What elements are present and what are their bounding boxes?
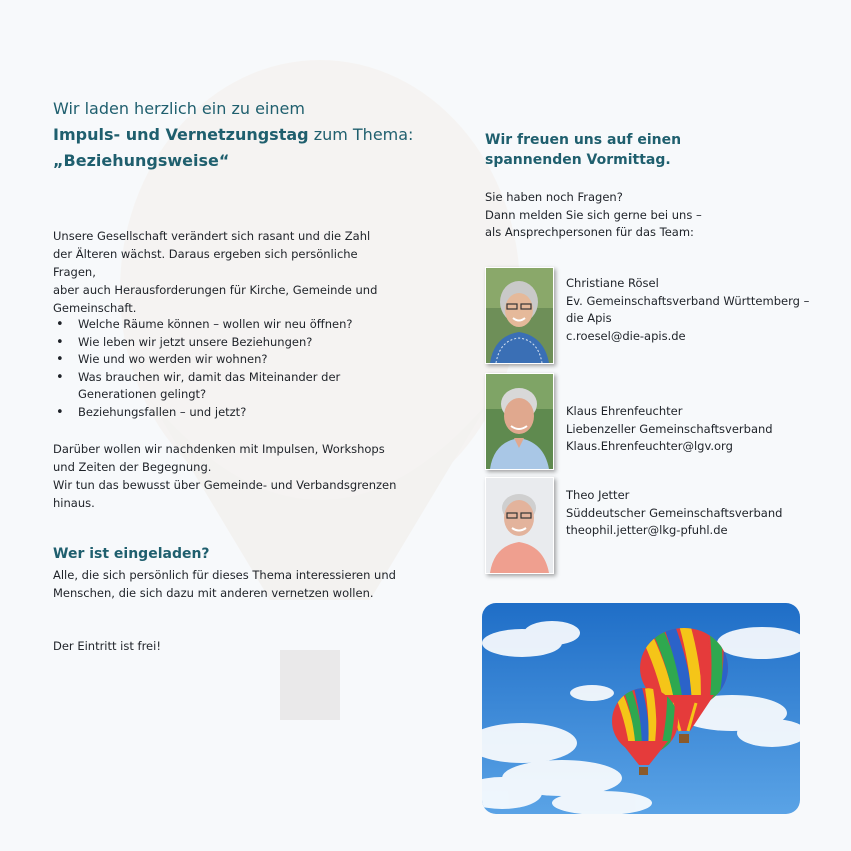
avatar — [485, 267, 554, 364]
contact-info — [566, 487, 821, 540]
contact-name: Theo Jetter — [566, 488, 630, 502]
intro-line-2-rest: zum Thema: — [308, 125, 414, 144]
contact-email[interactable]: c.roesel@die-apis.de — [566, 328, 686, 343]
contact-card — [485, 477, 825, 573]
list-item: • Beziehungsfallen – und jetzt? — [53, 404, 383, 422]
avatar — [485, 373, 554, 470]
contact-org-continued: die Apis — [566, 311, 612, 325]
intro-line-1: Wir laden herzlich ein zu einem — [53, 99, 305, 118]
contact-info — [566, 275, 821, 345]
avatar — [485, 477, 554, 574]
event-theme: „Beziehungsweise“ — [53, 151, 230, 170]
paragraph-invited: Alle, die sich persönlich für dieses Thema interessieren und Menschen, die sich dazu mit anderen vernetzen wollen. — [53, 568, 396, 600]
contact-email[interactable]: Klaus.Ehrenfeuchter@lgv.org — [566, 439, 733, 453]
event-name: Impuls- und Vernetzungstag — [53, 125, 309, 144]
contact-intro: Sie haben noch Fragen? Dann melden Sie sich gerne bei uns – als Ansprechpersonen für das Team: — [485, 190, 702, 239]
paragraph-society: Unsere Gesellschaft verändert sich rasant und die Zahl der Älteren wächst. Daraus ergeben sich persönliche Fragen, aber auch Herausforderungen für Kirche, Gemeinde und Gemeinschaft. — [53, 229, 378, 315]
hot-air-balloon-photo — [482, 603, 800, 814]
contact-card — [485, 373, 825, 469]
invited-heading: Wer ist eingeladen? — [53, 546, 210, 562]
question-list — [53, 316, 383, 421]
list-item: • Welche Räume können – wollen wir neu öffnen? — [53, 316, 383, 334]
contact-org: Süddeutscher Gemeinschaftsverband — [566, 505, 783, 520]
contact-org: Ev. Gemeinschaftsverband Württemberg – — [566, 293, 810, 308]
contact-email[interactable]: theophil.jetter@lkg-pfuhl.de — [566, 523, 728, 537]
contact-name: Christiane Rösel — [566, 276, 659, 290]
contact-card — [485, 267, 825, 363]
list-item: • Wie leben wir jetzt unsere Beziehungen? — [53, 334, 383, 352]
list-item: • Was brauchen wir, damit das Miteinander der Generationen gelingt? — [53, 369, 383, 404]
invitation-intro — [53, 96, 433, 174]
list-item: • Wie und wo werden wir wohnen? — [53, 351, 383, 369]
paragraph-reflection: Darüber wollen wir nachdenken mit Impulsen, Workshops und Zeiten der Begegnung. Wir tun das bewusst über Gemeinde- und Verbandsgrenzen hinaus. — [53, 442, 397, 510]
right-heading: Wir freuen uns auf einen spannenden Vormittag. — [485, 132, 682, 168]
contact-info — [566, 403, 821, 456]
free-entry-note: Der Eintritt ist frei! — [53, 639, 161, 653]
contact-name: Klaus Ehrenfeuchter — [566, 404, 683, 418]
intro-line-2 — [53, 122, 433, 148]
contact-org: Liebenzeller Gemeinschaftsverband — [566, 421, 773, 436]
